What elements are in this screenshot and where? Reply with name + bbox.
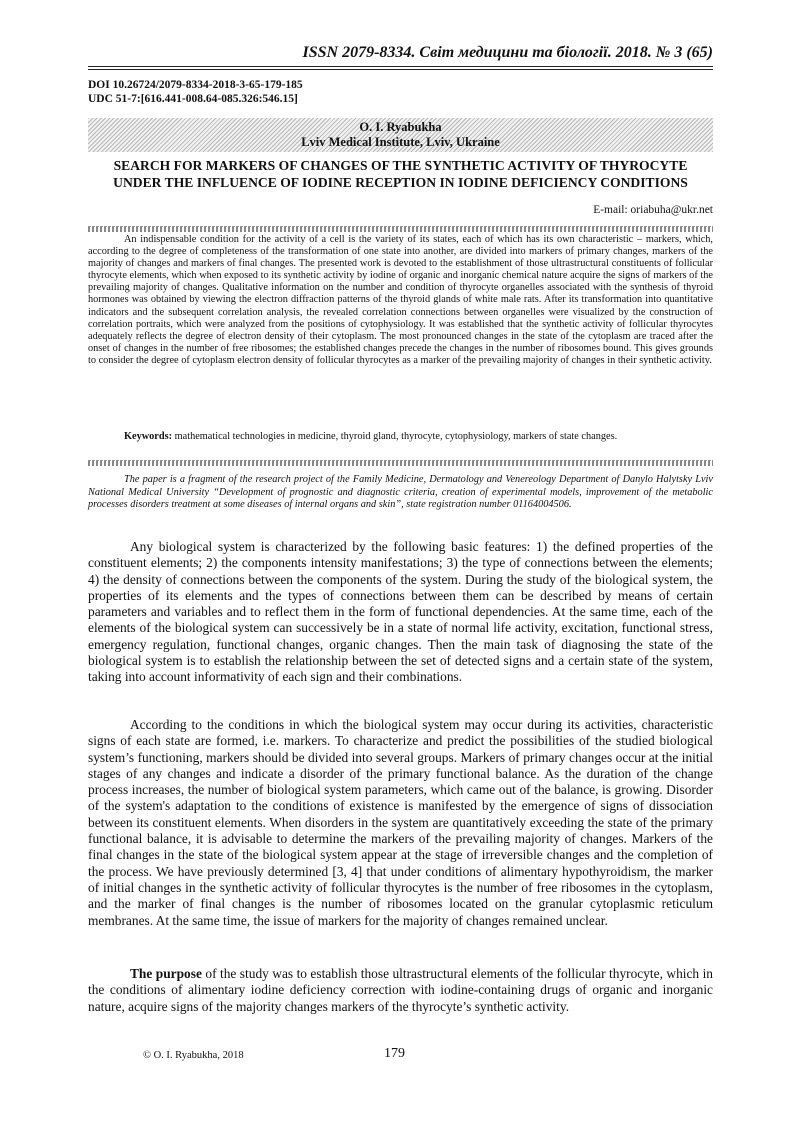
purpose-text: of the study was to establish those ultrastructural elements of the follicular thyrocyte, which in the conditions of alimentary iodine deficiency correction with iodine-containing drugs of organic and inorganic nature, acquire signs of the majority changes markers of the thyrocyte’s synthetic activity. [88, 966, 713, 1014]
copyright: © O. I. Ryabukha, 2018 [143, 1050, 244, 1061]
keywords [88, 431, 713, 443]
article-identifiers [88, 78, 303, 106]
author-band [88, 118, 713, 152]
udc: UDC 51-7:[616.441-008.64-085.326:546.15] [88, 93, 298, 105]
header-rule [88, 66, 713, 70]
keywords-text: mathematical technologies in medicine, thyroid gland, thyrocyte, cytophysiology, markers of state changes. [174, 431, 618, 442]
journal-header: ISSN 2079-8334. Світ медицини та біології. 2018. № 3 (65) [302, 44, 713, 61]
body-paragraph-3 [88, 966, 713, 1015]
author-email[interactable]: E-mail: oriabuha@ukr.net [593, 204, 713, 216]
page-number: 179 [384, 1046, 405, 1061]
purpose-label: The purpose [130, 966, 202, 981]
doi: DOI 10.26724/2079-8334-2018-3-65-179-185 [88, 79, 303, 91]
title-line-2: UNDER THE INFLUENCE OF IODINE RECEPTION IN IODINE DEFICIENCY CONDITIONS [113, 174, 688, 190]
title-line-1: SEARCH FOR MARKERS OF CHANGES OF THE SYNTHETIC ACTIVITY OF THYROCYTE [113, 158, 688, 173]
article-title [88, 158, 713, 191]
abstract-bottom-divider [88, 460, 713, 466]
funding-note: The paper is a fragment of the research project of the Family Medicine, Dermatology and Venereology Department of Danylo Halytsky Lviv National Medical University “Development of prognostic and diagnostic criteria, creation of experimental models, improvement of the metabolic processes disorders treatment at some diseases of internal organs and skin”, state registration number 01164004506. [88, 474, 713, 511]
body-paragraph-2: According to the conditions in which the biological system may occur during its activities, characteristic signs of each state are formed, i.e. markers. To characterize and predict the possibilities of the studied biological system’s functioning, markers should be divided into several groups. Markers of primary changes occur at the initial stages of any changes and indicate a disorder of the primary functional balance. As the duration of the change process increases, the number of biological system parameters, which came out of the balance, is growing. Disorder of the system's adaptation to the conditions of existence is manifested by the emergence of signs of dissociation between its constituent elements. When disorders in the system are quantitatively exceeding the state of the primary functional balance, it is advisable to determine the markers of the prevailing majority of changes. Markers of the final changes in the state of the biological system appear at the stage of irreversible changes and the completion of the process. We have previously determined [3, 4] that under conditions of alimentary hypothyroidism, the marker of initial changes in the synthetic activity of follicular thyrocytes is the number of free ribosomes in the cytoplasm, and the marker of final changes is the number of ribosomes located on the granular cytoplasmic reticulum membranes. At the same time, the issue of markers for the majority of changes remained unclear. [88, 717, 713, 928]
abstract: An indispensable condition for the activity of a cell is the variety of its states, each of which has its own characteristic – markers, which, according to the degree of completeness of the transformation of one state into another, are divided into markers of primary changes, markers of the majority of changes and markers of final changes. The presented work is devoted to the establishment of those ultrastructural constituents of follicular thyrocyte elements, which when exposed to its synthetic activity by iodine of organic and inorganic chemical nature acquire the signs of markers of the prevailing majority of changes. Qualitative information on the number and condition of thyrocyte organelles associated with the synthesis of thyroid hormones was obtained by viewing the electron diffraction patterns of the thyroid glands of white male rats. After its transformation into quantitative indicators and the subsequent correlation analysis, the revealed correlation connections between organelles were visualized by the construction of correlation portraits, which were analyzed from the positions of cytophysiology. It was established that the synthetic activity of follicular thyrocytes adequately reflects the degree of electron density of their cytoplasm. The most pronounced changes in the state of the cytoplasm are traced after the onset of changes in the number of free ribosomes; the established changes precede the changes in the number of ribosomes bound. This gives grounds to consider the degree of cytoplasm electron density of follicular thyrocytes as a marker of the prevailing majority of changes in their synthetic activity. [88, 234, 713, 366]
abstract-top-divider [88, 226, 713, 232]
keywords-label: Keywords: [124, 431, 173, 442]
author-affiliation: Lviv Medical Institute, Lviv, Ukraine [301, 135, 500, 149]
body-paragraph-1: Any biological system is characterized by the following basic features: 1) the defined properties of the constituent elements; 2) the components intensity manifestations; 3) the type of connections between the elements; 4) the density of connections between the components of the system. During the study of the biological system, the properties of its elements and the types of connections between them can be described by means of certain parameters and variables and to reflect them in the form of functional dependencies. At the same time, each of the elements of the biological system can successively be in a state of normal life activity, excitation, functional stress, emergency regulation, functional changes, organic changes. Then the main task of diagnosing the state of the biological system is to establish the relationship between the set of detected signs and a certain state of the system, taking into account informativity of each sign and their combinations. [88, 539, 713, 685]
author-name: O. I. Ryabukha [359, 120, 442, 134]
